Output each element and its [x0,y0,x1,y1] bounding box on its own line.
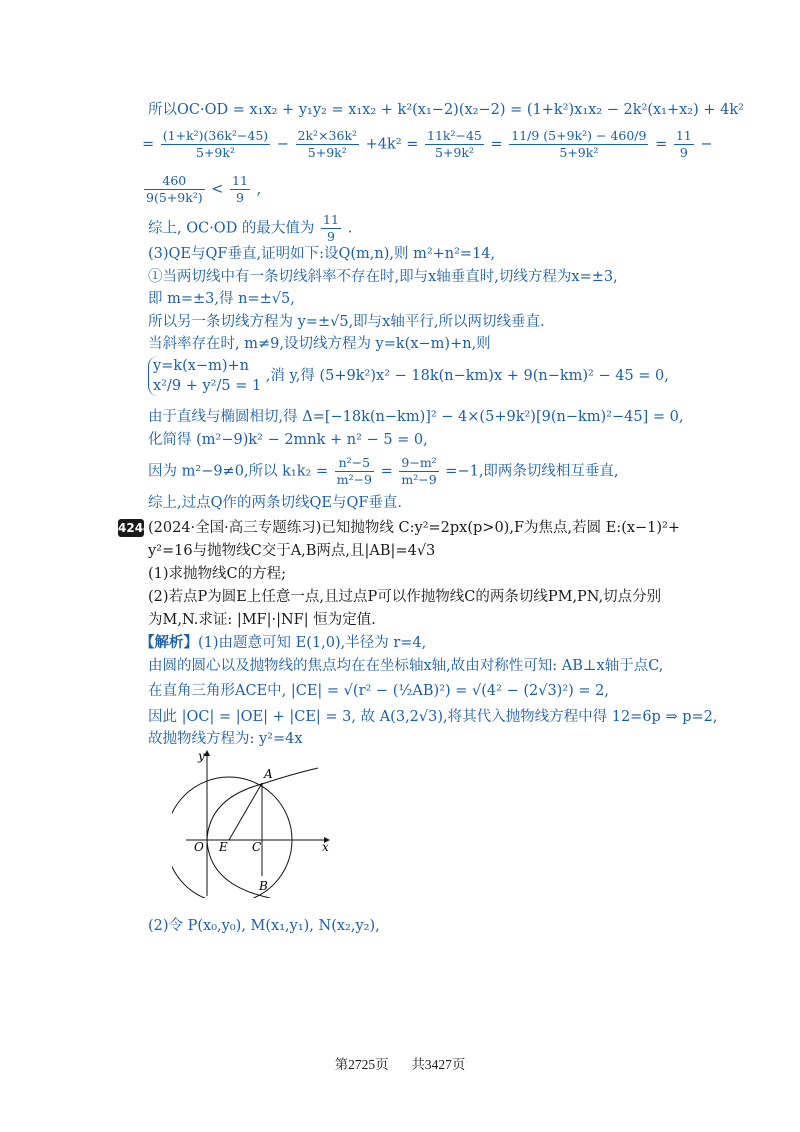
segment-AE [229,783,262,840]
solution-line-6: ①当两切线中有一条切线斜率不存在时,即与x轴垂直时,切线方程为x=±3, [148,269,618,285]
text: 综上, OC·OD 的最大值为 [148,220,315,237]
solution-line-13 [148,455,619,488]
equals-sign: = [490,136,503,153]
solution-line-14: 综上,过点Q作的两条切线QE与QF垂直. [148,495,403,511]
fraction: $\frac{\text{2k²×36k²}}{\text{5+9k²}}$ [297,128,358,160]
question-number-badge: 4244 [118,521,152,535]
solution-line-7: 即 m=±3,得 n=±√5, [148,291,295,307]
text: ,消 y,得 (5+9k²)x² − 18k(n−km)x + 9(n−km)² − 45 = 0, [265,368,669,384]
equation-top: y=k(x−m)+n [153,358,250,374]
label-E: E [219,840,228,854]
fraction: $\frac{11}{9}$ [232,173,248,205]
question-line-5: 为M,N.求证: |MF|·|NF| 恒为定值. [148,612,376,628]
equation-system [148,356,261,396]
fraction: $\frac{\text{9−m²}}{\text{m²−9}}$ [401,455,437,487]
question-line-1: (2024·全国·高三专题练习)已知抛物线 C:y²=2px(p>0),F为焦点,若圆 E:(x−1)²+ [148,520,681,536]
equals-sign: = [655,136,668,153]
text: 所以OC·OD = x₁x₂ + y₁y₂ = x₁x₂ + k²(x₁−2)(x₂−2) = (1+k²)x₁x₂ − 2k²(x₁+x₂) + 4k² [148,102,744,118]
label-A: A [264,767,273,781]
comma: , [256,181,262,198]
label-y: y [198,749,205,763]
solution-line-1 [148,100,744,120]
parabola-lower-ext [262,896,318,898]
text: (1)由题意可知 E(1,0),半径为 r=4, [198,635,427,651]
page-number: 第2725页 [334,1057,389,1072]
equals-sign: = [380,463,393,480]
geometry-figure [172,748,342,898]
fraction: $\frac{\text{11/9 (5+9k²) − 460/9}}{\text{5+9k²}}$ [511,128,647,160]
fraction: $\frac{11}{9}$ [675,128,692,160]
circle-E [172,777,292,898]
solution-header [140,633,426,653]
question-line-2: y²=16与抛物线C交于A,B两点,且|AB|=4√3 [148,543,436,559]
solution-line-9: 当斜率存在时, m≠9,设切线方程为 y=k(x−m)+n,则 [148,336,491,352]
question-line-4: (2)若点P为圆E上任意一点,且过点P可以作抛物线C的两条切线PM,PN,切点分别 [148,589,662,605]
solution2-line-4: 因此 |OC| = |OE| + |CE| = 3, 故 A(3,2√3),将其代入抛物线方程中得 12=6p ⇒ p=2, [148,709,718,725]
solution2-line-6: (2)令 P(x₀,y₀), M(x₁,y₁), N(x₂,y₂), [148,918,380,934]
equals-sign: = [142,136,155,153]
solution-line-4 [148,212,352,245]
question-line-3: (1)求抛物线C的方程; [148,566,287,582]
page-footer [0,1053,800,1073]
solution-line-8: 所以另一条切线方程为 y=±√5,即与x轴平行,所以两切线垂直. [148,314,545,330]
solution2-line-5: 故抛物线方程为: y²=4x [148,731,303,747]
solution2-line-3: 在直角三角形ACE中, |CE| = √(r² − (½AB)²) = √(4² − (2√3)²) = 2, [148,683,610,699]
equation-bottom: x²/9 + y²/5 = 1 [153,378,262,394]
total-pages: 共3427页 [411,1057,466,1072]
text: =−1,即两条切线相互垂直, [445,463,619,480]
label-x: x [322,840,329,854]
fraction: $\frac{\text{n²−5}}{\text{m²−9}}$ [336,455,373,487]
y-axis-arrow [204,750,210,756]
solution-line-5: (3)QE与QF垂直,证明如下:设Q(m,n),则 m²+n²=14, [148,246,496,262]
minus-sign: − [276,136,289,153]
solution-line-3 [142,173,261,206]
period: . [347,220,353,237]
label-C: C [252,840,262,854]
fraction: $\frac{\text{11k²−45}}{\text{5+9k²}}$ [427,128,482,160]
solution-line-11: 由于直线与椭圆相切,得 Δ=[−18k(n−km)]² − 4×(5+9k²)[9(n−km)²−45] = 0, [148,409,684,425]
solution-tag: 【解析】 [140,634,198,651]
label-B: B [259,879,268,893]
text: 因为 m²−9≠0,所以 k₁k₂ = [148,463,329,480]
solution2-line-2: 由圆的圆心以及抛物线的焦点均在在坐标轴x轴,故由对称性可知: AB⊥x轴于点C, [148,658,664,674]
solution-line-12: 化简得 (m²−9)k² − 2mnk + n² − 5 = 0, [148,432,428,448]
solution-line-10 [148,356,669,396]
fraction: $\frac{460}{\text{9(5+9k²)}}$ [146,173,203,205]
less-than: < [211,181,224,198]
fraction: $\frac{\text{(1+k²)(36k²−45)}}{\text{5+9k²}}$ [162,128,269,160]
label-O: O [194,840,204,854]
solution-line-2 [142,128,713,161]
text: +4k² = [365,136,419,153]
fraction: $\frac{11}{9}$ [323,212,339,244]
minus-sign: − [700,136,713,153]
